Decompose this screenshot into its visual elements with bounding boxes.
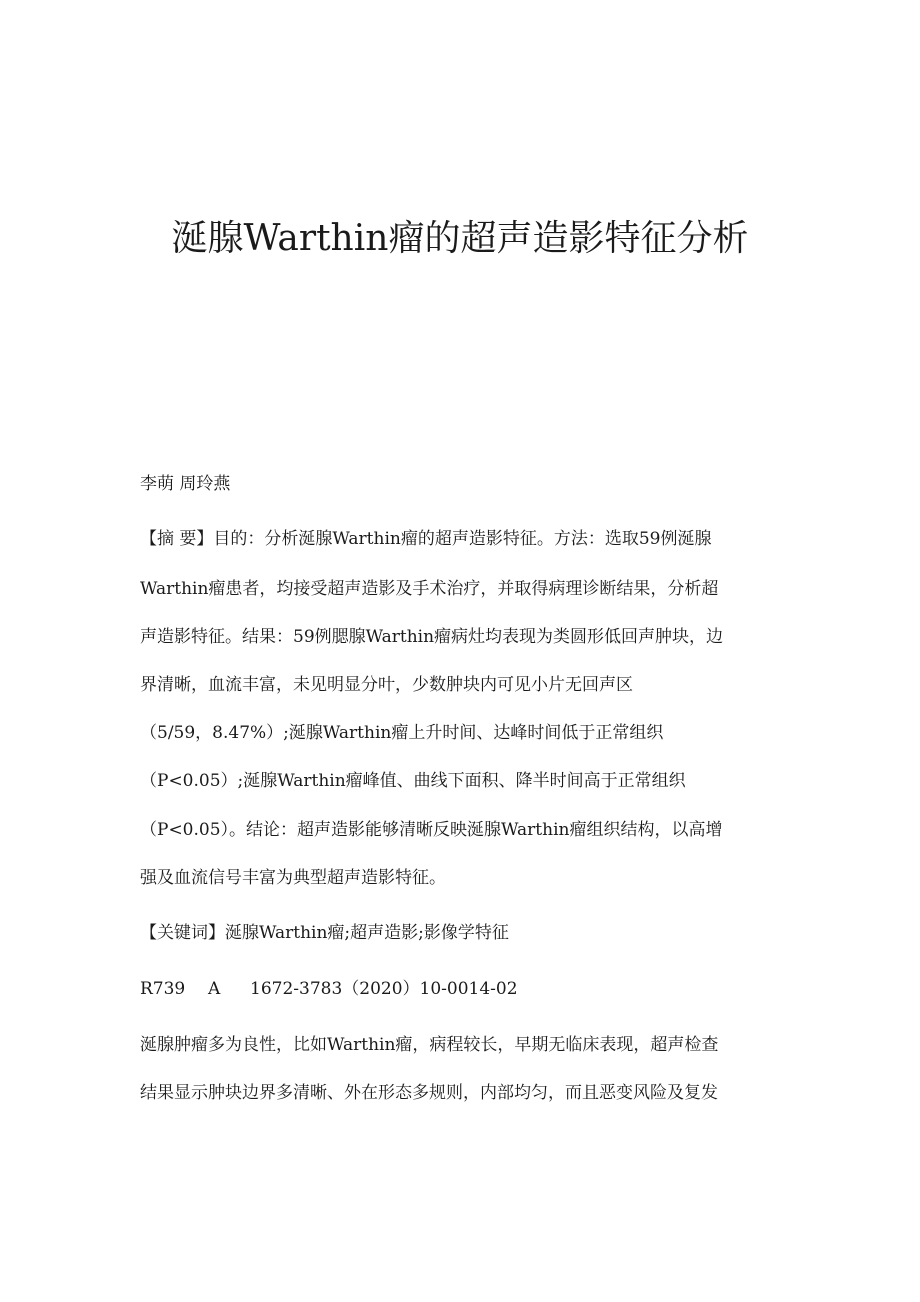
abstract-line: 【摘 要】目的：分析涎腺Warthin瘤的超声造影特征。方法：选取59例涎腺	[140, 529, 712, 549]
abstract-line: 声造影特征。结果：59例腮腺Warthin瘤病灶均表现为类圆形低回声肿块，边	[140, 627, 724, 647]
abstract-line: Warthin瘤患者，均接受超声造影及手术治疗，并取得病理诊断结果，分析超	[140, 579, 719, 599]
body-line: 涎腺肿瘤多为良性，比如Warthin瘤，病程较长，早期无临床表现，超声检查	[140, 1035, 719, 1055]
authors-line: 李萌 周玲燕	[140, 474, 231, 494]
keywords-line: 【关键词】涎腺Warthin瘤;超声造影;影像学特征	[140, 923, 509, 943]
body-line: 结果显示肿块边界多清晰、外在形态多规则，内部均匀，而且恶变风险及复发	[140, 1083, 718, 1103]
abstract-line: 强及血流信号丰富为典型超声造影特征。	[140, 868, 446, 888]
abstract-line: 界清晰，血流丰富，未见明显分叶，少数肿块内可见小片无回声区	[140, 675, 633, 695]
document-code: A	[208, 979, 221, 999]
paper-title: 涎腺Warthin瘤的超声造影特征分析	[171, 218, 749, 259]
classification-line	[140, 977, 518, 1001]
article-id: 1672-3783（2020）10-0014-02	[250, 979, 518, 999]
abstract-line: （5/59，8.47%）;涎腺Warthin瘤上升时间、达峰时间低于正常组织	[140, 723, 664, 743]
clc-code: R739	[140, 979, 186, 999]
abstract-line: （P<0.05）。结论：超声造影能够清晰反映涎腺Warthin瘤组织结构，以高增	[140, 820, 723, 840]
abstract-line: （P<0.05）;涎腺Warthin瘤峰值、曲线下面积、降半时间高于正常组织	[140, 771, 686, 791]
